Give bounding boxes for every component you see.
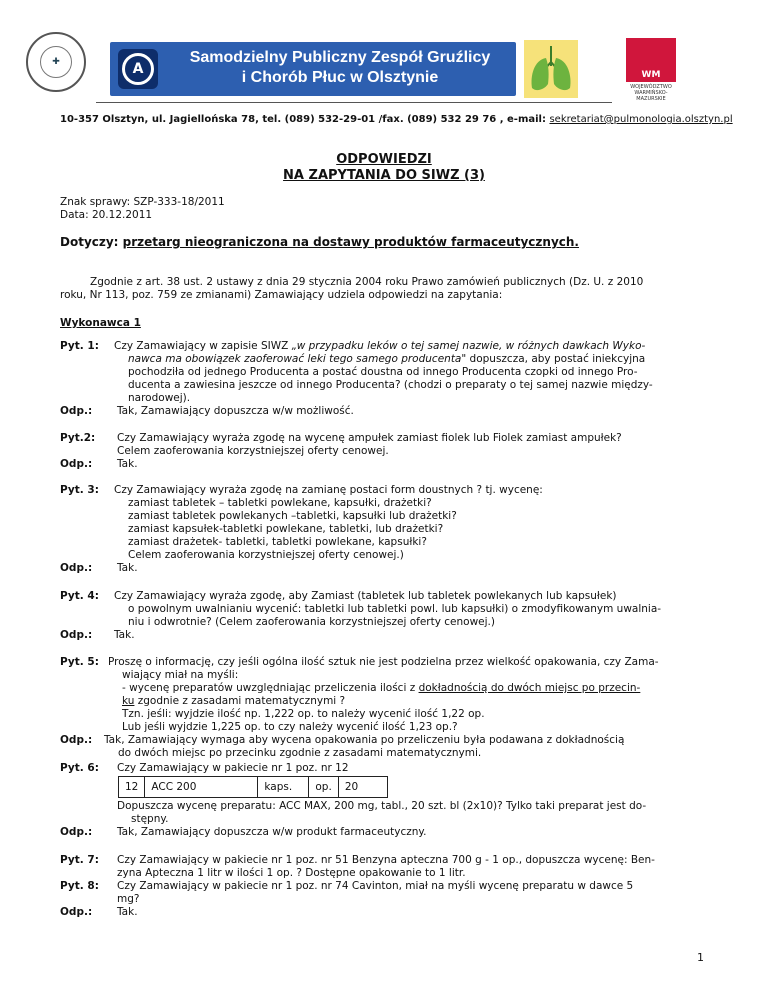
question-4-text: Czy Zamawiający wyraża zgodę, aby Zamiast (tabletek lub tabletek powlekanych lub kapsułek) o powolnym uwalnianiu wycenić: tabletki lub tabletki powl. lub kapsułki) o zmodyfikowanym uwalnia- niu i odwrotnie? (Celem zaoferowania korzystniejszej oferty cenowej.) — [114, 590, 662, 628]
banner-line1: Samodzielny Publiczny Zespół Gruźlicy — [189, 49, 491, 66]
product-table — [118, 776, 388, 798]
page-number: 1 — [697, 951, 704, 964]
table-cell-product: ACC 200 — [145, 777, 258, 798]
banner-line2: i Chorób Płuc w Olsztynie — [241, 69, 439, 86]
question-1-text: Czy Zamawiający w zapisie SIWZ „w przypadku leków o tej samej nazwie, w różnych dawkach Wyko- nawca ma obowiązek zaoferować leki tego samego producenta" dopuszcza, aby postać iniekcyjna pochodziła od jednego Producenta a postać doustna od innego Producenta czopki od innego Pro- ducenta a zawiesina jeszcze od innego Producenta? (chodzi o preparaty o tej samej nazwie między- narodowej). — [114, 340, 653, 404]
question-1-label: Pyt. 1: — [60, 340, 99, 352]
wm-region-logo — [626, 38, 676, 102]
question-5-text: Proszę o informację, czy jeśli ogólna ilość sztuk nie jest podzielna przez wielkość opakowania, czy Zama- wiający miał na myśli: - wycenę preparatów uwzględniając przeliczenia ilości z dokładnością do dwóch miejsc po przecin- ku zgodnie z zasadami matematycznymi ? Tzn. jeśli: wyjdzie ilość np. 1,222 op. to należy wycenić ilość 1,22 op. Lub jeśli wyjdzie 1,225 op. to czy należy wycenić ilość 1,23 op.? — [108, 656, 659, 733]
answer-2-text: Tak. — [117, 458, 138, 470]
answer-8-label: Odp.: — [60, 906, 93, 918]
hospital-seal-logo — [26, 32, 86, 92]
answer-4-text: Tak. — [114, 629, 135, 641]
contractor-heading: Wykonawca 1 — [60, 317, 141, 329]
header-divider — [96, 102, 612, 103]
subject-label: Dotyczy: — [60, 235, 119, 249]
question-8-label: Pyt. 8: — [60, 880, 99, 892]
institution-banner — [110, 42, 516, 96]
intro-line2: roku, Nr 113, poz. 759 ze zmianami) Zamawiający udziela odpowiedzi na zapytania: — [60, 289, 503, 301]
answer-1-label: Odp.: — [60, 405, 93, 417]
document-date: Data: 20.12.2011 — [60, 209, 153, 221]
question-6-continued: Dopuszcza wycenę preparatu: ACC MAX, 200 mg, tabl., 20 szt. bl (2x10)? Tylko taki preparat jest do- stępny. — [117, 800, 647, 825]
wm-caption: WOJEWÓDZTWO WARMIŃSKO-MAZURSKIE — [630, 84, 672, 102]
question-8-text: Czy Zamawiający w pakiecie nr 1 poz. nr 74 Cavinton, miał na myśli wycenę preparatu w dawce 5 mg? — [117, 880, 634, 905]
question-7-label: Pyt. 7: — [60, 854, 99, 866]
address-line — [60, 114, 733, 125]
table-cell-quantity: 20 — [338, 777, 387, 798]
question-7-text: Czy Zamawiający w pakiecie nr 1 poz. nr 51 Benzyna apteczna 700 g - 1 op., dopuszcza wycenę: Ben- zyna Apteczna 1 litr w ilości 1 op. ? Dostępne opakowanie to 1 litr. — [117, 854, 655, 879]
question-6-label: Pyt. 6: — [60, 762, 99, 774]
table-cell-position: 12 — [119, 777, 145, 798]
address-text: 10-357 Olsztyn, ul. Jagiellońska 78, tel. (089) 532-29-01 /fax. (089) 532 29 76 , e-mail: — [60, 114, 546, 125]
case-number: Znak sprawy: SZP-333-18/2011 — [60, 196, 225, 208]
institution-logo-icon: A — [118, 49, 158, 89]
table-cell-form: kaps. — [258, 777, 309, 798]
answer-3-text: Tak. — [117, 562, 138, 574]
subject-line — [60, 236, 579, 249]
table-cell-unit: op. — [309, 777, 338, 798]
wm-logo-text: WM — [632, 68, 670, 82]
intro-line1: Zgodnie z art. 38 ust. 2 ustawy z dnia 29 stycznia 2004 roku Prawo zamówień publicznych (Dz. U. z 2010 — [90, 276, 644, 288]
question-4-label: Pyt. 4: — [60, 590, 99, 602]
seal-emblem-icon: ✚ — [40, 46, 72, 78]
question-2-label: Pyt.2: — [60, 432, 96, 444]
answer-3-label: Odp.: — [60, 562, 93, 574]
email-link[interactable]: sekretariat@pulmonologia.olsztyn.pl — [549, 114, 733, 125]
question-3-text: Czy Zamawiający wyraża zgodę na zamianę postaci form doustnych ? tj. wycenę: zamiast tabletek – tabletki powlekane, kapsułki, drażetki? zamiast tabletek powlekanych –tabletki, kapsułki lub drażetki? zamiast kapsułek-tabletki powlekane, tabletki, lub drażetki? zamiast drażetek- tabletki, tabletki powlekane, kapsułki? Celem zaoferowania korzystniejszej oferty cenowej.) — [114, 484, 543, 561]
answer-4-label: Odp.: — [60, 629, 93, 641]
lungs-icon — [524, 40, 578, 98]
table-row — [119, 777, 388, 798]
answer-6-label: Odp.: — [60, 826, 93, 838]
answer-8-text: Tak. — [117, 906, 138, 918]
question-2-text: Czy Zamawiający wyraża zgodę na wycenę ampułek zamiast fiolek lub Fiolek zamiast ampułek? Celem zaoferowania korzystniejszej oferty cenowej. — [117, 432, 622, 457]
title-line1: ODPOWIEDZI — [336, 152, 432, 167]
question-6-text: Czy Zamawiający w pakiecie nr 1 poz. nr 12 — [117, 762, 349, 774]
title-line2: NA ZAPYTANIA DO SIWZ (3) — [283, 168, 485, 183]
question-3-label: Pyt. 3: — [60, 484, 99, 496]
answer-5-label: Odp.: — [60, 734, 93, 746]
answer-2-label: Odp.: — [60, 458, 93, 470]
question-5-label: Pyt. 5: — [60, 656, 99, 668]
answer-5-text: Tak, Zamawiający wymaga aby wycena opakowania po przeliczeniu była podawana z dokładnością do dwóch miejsc po przecinku zgodnie z zasadami matematycznymi. — [104, 734, 625, 759]
answer-6-text: Tak, Zamawiający dopuszcza w/w produkt farmaceutyczny. — [117, 826, 427, 838]
answer-1-text: Tak, Zamawiający dopuszcza w/w możliwość. — [117, 405, 354, 417]
subject-text: przetarg nieograniczona na dostawy produktów farmaceutycznych. — [122, 235, 579, 249]
